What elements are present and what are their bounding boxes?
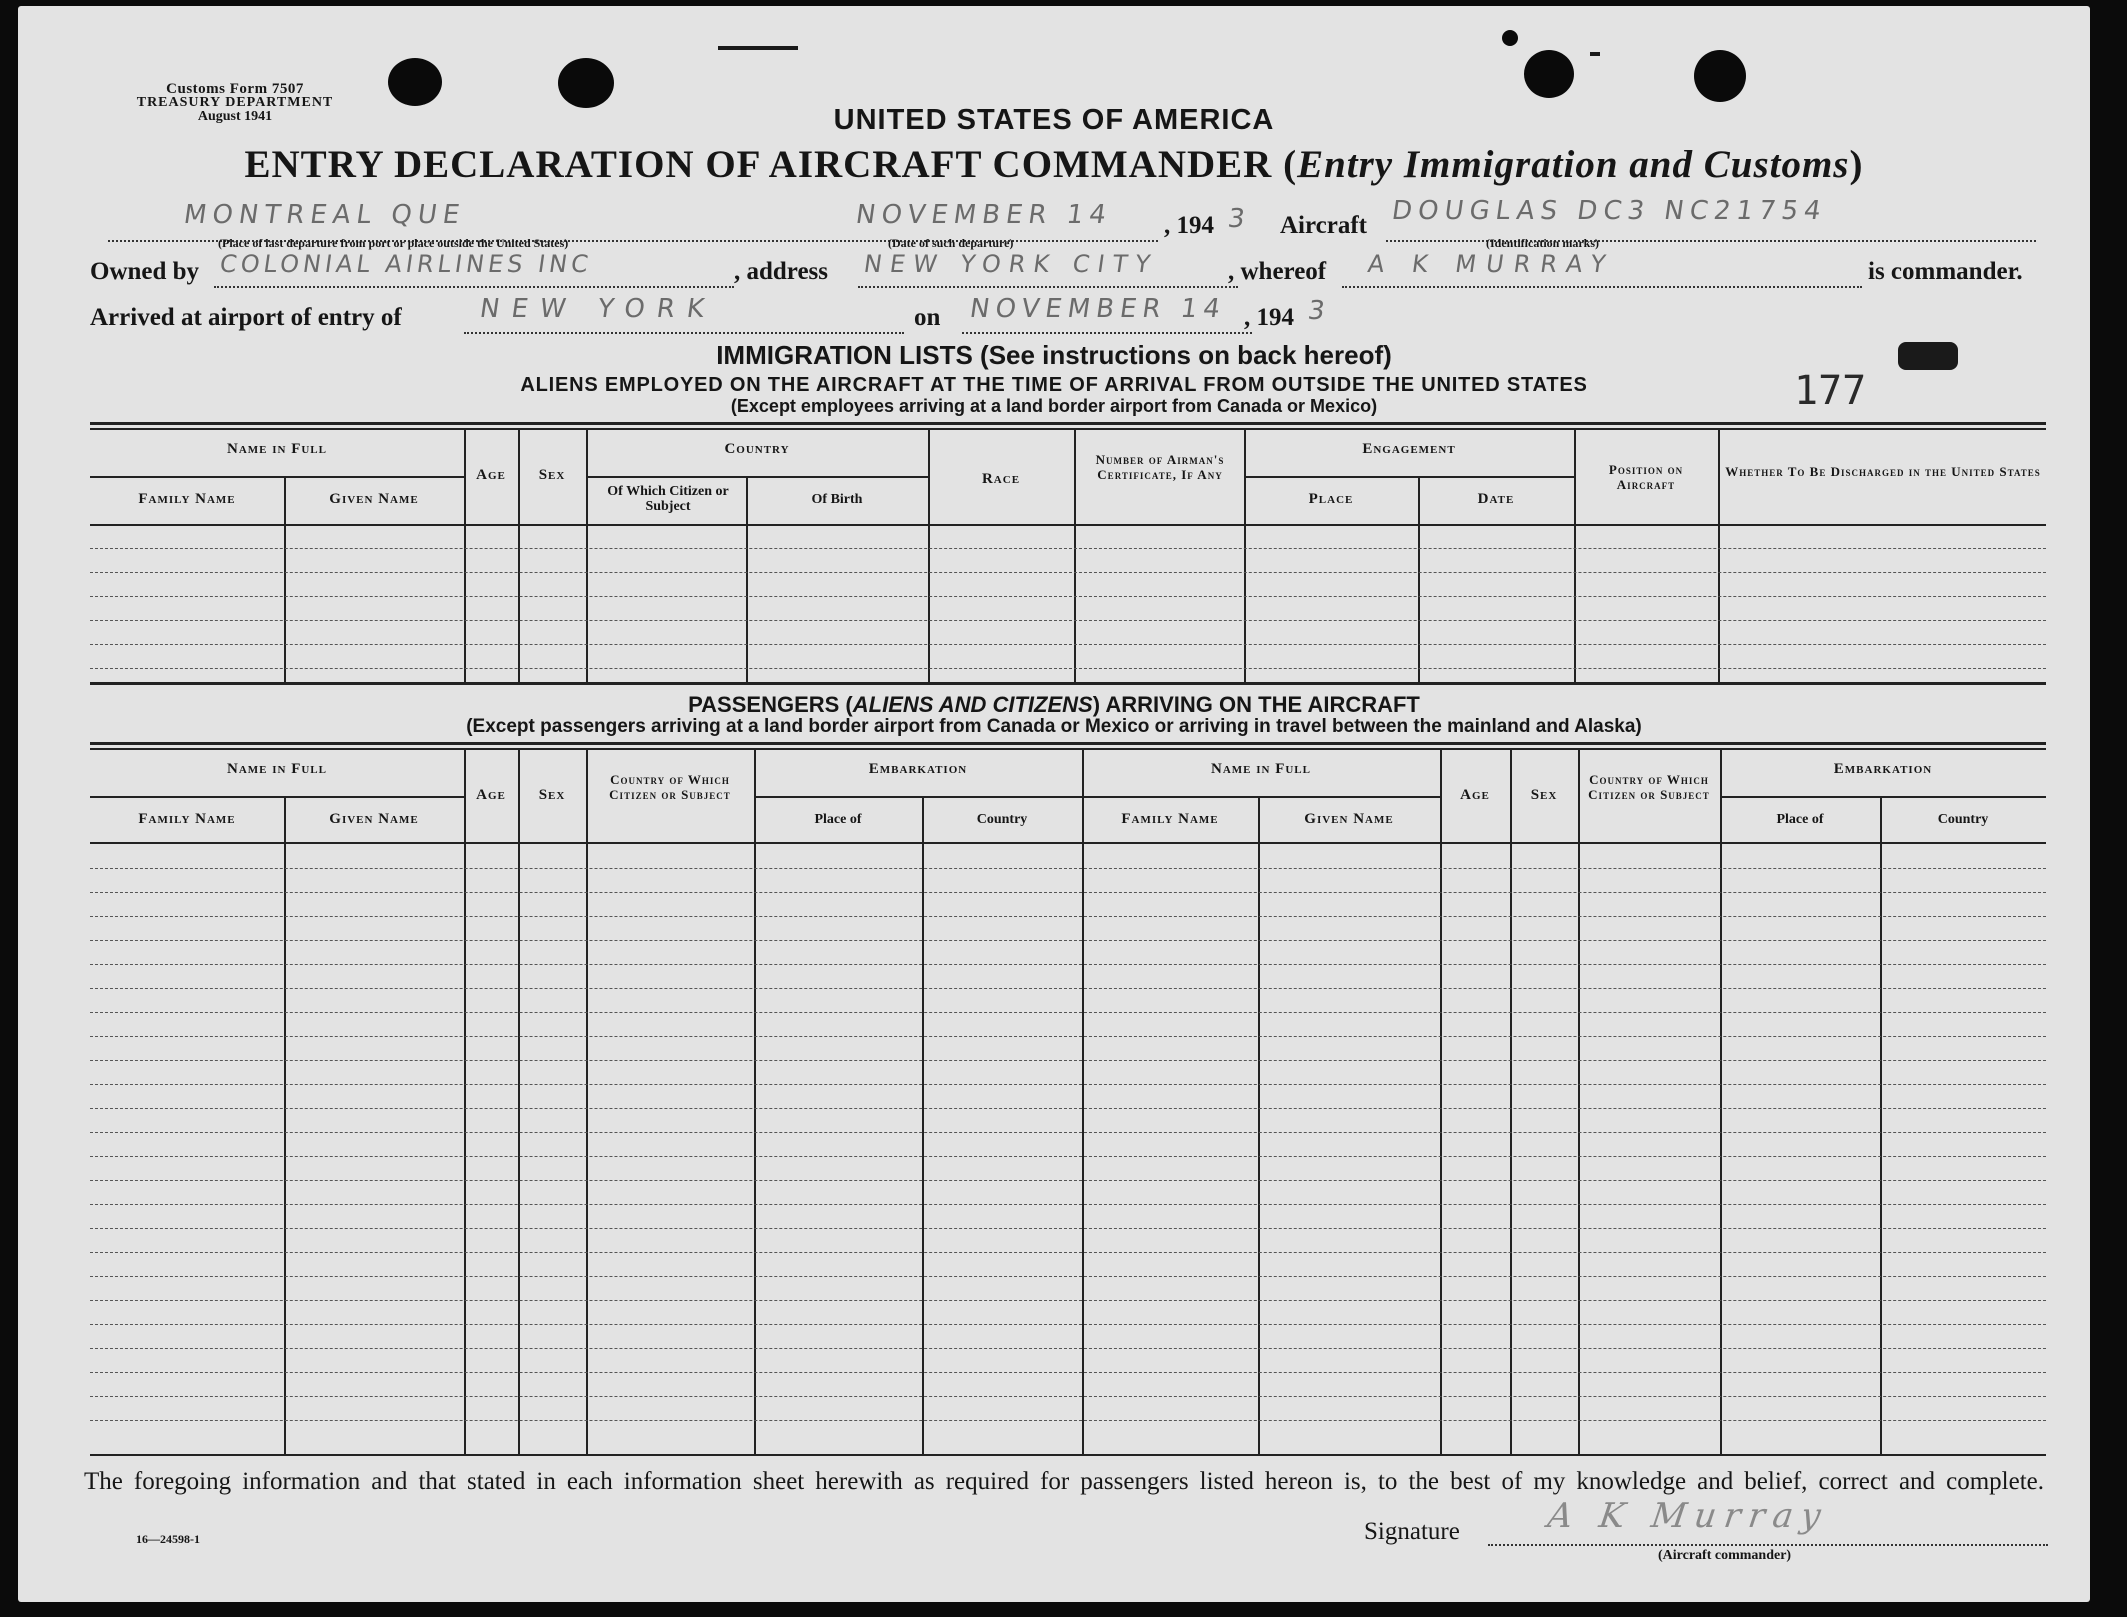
col-citizen-of: Country of Which Citizen or Subject xyxy=(609,772,731,802)
table-rule xyxy=(754,796,1082,798)
aircraft-label: Aircraft xyxy=(1280,212,1367,239)
table-rule xyxy=(90,682,2046,685)
table-rule xyxy=(90,742,2046,745)
table-row[interactable] xyxy=(90,1084,2046,1085)
column-divider xyxy=(1258,796,1260,1454)
table-rule xyxy=(90,524,2046,526)
arrival-date-line xyxy=(962,332,1252,334)
address-label: , address xyxy=(734,258,829,285)
form-document xyxy=(18,6,2090,1602)
table-row[interactable] xyxy=(90,964,2046,965)
table-row[interactable] xyxy=(90,1156,2046,1157)
aircraft-line xyxy=(1386,240,2036,242)
ink-mark xyxy=(1590,52,1600,56)
col-place: Place xyxy=(1308,491,1354,507)
table-row[interactable] xyxy=(90,988,2046,989)
departure-date-caption: (Date of such departure) xyxy=(888,236,1014,250)
table-rule xyxy=(90,748,2046,750)
col-embarkation: Embarkation xyxy=(868,761,968,777)
col-age: Age xyxy=(476,787,506,803)
table-rule xyxy=(1720,796,2046,798)
departure-year-field[interactable]: 3 xyxy=(1225,204,1253,234)
col-name-in-full: Name in Full xyxy=(226,441,327,457)
commander-line xyxy=(1342,286,1862,288)
table-row[interactable] xyxy=(90,1204,2046,1205)
table-row[interactable] xyxy=(90,1060,2046,1061)
signature-caption: (Aircraft commander) xyxy=(1658,1548,1792,1563)
aliens-heading: ALIENS EMPLOYED ON THE AIRCRAFT AT THE TIME OF ARRIVAL FROM OUTSIDE THE UNITED STATES xyxy=(520,374,1588,396)
table-row[interactable] xyxy=(90,572,2046,573)
passengers-subheading: (Except passengers arriving at a land border airport from Canada or Mexico or arriving in travel between the mainland and Alaska) xyxy=(466,716,1642,737)
table-row[interactable] xyxy=(90,916,2046,917)
col-race: Race xyxy=(981,471,1021,487)
whereof-label: , whereof xyxy=(1228,258,1327,285)
table-row[interactable] xyxy=(90,668,2046,669)
table-rule xyxy=(1082,796,1440,798)
col-date: Date xyxy=(1477,491,1515,507)
table-row[interactable] xyxy=(90,1228,2046,1229)
table-rule xyxy=(90,476,464,478)
departure-date-field[interactable]: NOVEMBER 14 xyxy=(853,200,1114,230)
table-row[interactable] xyxy=(90,1276,2046,1277)
col-given-name: Given Name xyxy=(329,811,419,827)
column-divider xyxy=(284,796,286,1454)
col-given-name: Given Name xyxy=(329,491,419,507)
col-embarkation: Embarkation xyxy=(1833,761,1933,777)
table-row[interactable] xyxy=(90,1348,2046,1349)
table-row[interactable] xyxy=(90,1300,2046,1301)
col-country: Country xyxy=(724,441,790,457)
table-row[interactable] xyxy=(90,548,2046,549)
punch-hole xyxy=(388,58,442,106)
col-name-in-full: Name in Full xyxy=(226,761,327,777)
table-row[interactable] xyxy=(90,1108,2046,1109)
country-title: UNITED STATES OF AMERICA xyxy=(833,104,1275,136)
table-row[interactable] xyxy=(90,1396,2046,1397)
col-sex: Sex xyxy=(538,467,566,483)
column-divider xyxy=(1880,796,1882,1454)
aircraft-marks-field[interactable]: DOUGLAS DC3 NC21754 xyxy=(1389,196,1829,226)
table-row[interactable] xyxy=(90,1012,2046,1013)
table-row[interactable] xyxy=(90,868,2046,869)
on-label: on xyxy=(914,304,941,331)
col-name-in-full: Name in Full xyxy=(1210,761,1311,777)
punch-hole xyxy=(558,58,614,108)
col-age: Age xyxy=(476,467,506,483)
signature-label: Signature xyxy=(1364,1518,1460,1545)
table-row[interactable] xyxy=(90,892,2046,893)
table-row[interactable] xyxy=(90,1036,2046,1037)
col-of-birth: Of Birth xyxy=(811,492,863,507)
table-row[interactable] xyxy=(90,1324,2046,1325)
col-family-name: Family Name xyxy=(138,491,236,507)
departure-place-field[interactable]: MONTREAL QUE xyxy=(181,200,468,230)
col-place-of: Place of xyxy=(1776,812,1824,827)
col-family-name: Family Name xyxy=(1121,811,1219,827)
form-number: Customs Form 7507 xyxy=(166,81,304,97)
col-discharged: Whether To Be Discharged in the United States xyxy=(1725,464,2041,479)
table-rule xyxy=(90,842,2046,844)
form-department: TREASURY DEPARTMENT xyxy=(136,95,334,110)
table-rule xyxy=(1244,476,1574,478)
col-sex: Sex xyxy=(1530,787,1558,803)
table-rule xyxy=(90,428,2046,430)
table-rule xyxy=(586,476,928,478)
table-rule xyxy=(90,422,2046,425)
table-row[interactable] xyxy=(90,620,2046,621)
table-row[interactable] xyxy=(90,1420,2046,1421)
col-sex: Sex xyxy=(538,787,566,803)
col-engagement: Engagement xyxy=(1362,441,1456,457)
punch-hole xyxy=(1524,50,1574,98)
owner-field[interactable]: COLONIAL AIRLINES INC xyxy=(218,250,594,278)
table-row[interactable] xyxy=(90,1132,2046,1133)
table-row[interactable] xyxy=(90,644,2046,645)
owned-by-label: Owned by xyxy=(90,258,200,285)
table-row[interactable] xyxy=(90,940,2046,941)
col-citizen-of: Country of Which Citizen or Subject xyxy=(1588,772,1710,802)
col-age: Age xyxy=(1460,787,1490,803)
signature-field[interactable]: A K Murray xyxy=(1545,1496,1832,1536)
address-line xyxy=(858,286,1238,288)
punch-hole xyxy=(1694,50,1746,102)
departure-place-caption: (Place of last departure from port or place outside the United States) xyxy=(218,236,569,250)
col-position: Position on Aircraft xyxy=(1608,462,1684,492)
column-divider xyxy=(922,796,924,1454)
signature-line xyxy=(1488,1544,2048,1546)
form-date: August 1941 xyxy=(197,109,273,124)
aircraft-marks-caption: (Identification marks) xyxy=(1486,236,1599,250)
stamp-number: 177 xyxy=(1794,368,1867,414)
ink-mark xyxy=(718,46,798,50)
page-title: ENTRY DECLARATION OF AIRCRAFT COMMANDER (Entry Immigration and Customs) xyxy=(244,143,1864,186)
commander-field[interactable]: A K MURRAY xyxy=(1366,250,1618,278)
arrived-label: Arrived at airport of entry of xyxy=(90,304,402,331)
table-rule xyxy=(90,796,464,798)
col-place-of: Place of xyxy=(814,812,862,827)
address-field[interactable]: NEW YORK CITY xyxy=(862,250,1160,278)
year-prefix-1: , 194 xyxy=(1164,212,1214,239)
col-given-name: Given Name xyxy=(1304,811,1394,827)
col-country: Country xyxy=(1937,812,1989,827)
year-prefix-2: , 194 xyxy=(1244,304,1294,331)
passengers-heading: PASSENGERS (ALIENS AND CITIZENS) ARRIVING ON THE AIRCRAFT xyxy=(688,692,1420,717)
punch-hole xyxy=(1502,30,1518,46)
col-country: Country xyxy=(976,812,1028,827)
is-commander-label: is commander. xyxy=(1868,258,2023,285)
table-row[interactable] xyxy=(90,1372,2046,1373)
table-row[interactable] xyxy=(90,1252,2046,1253)
col-family-name: Family Name xyxy=(138,811,236,827)
arrival-year-field[interactable]: 3 xyxy=(1305,296,1333,326)
arrival-airport-field[interactable]: NEW YORK xyxy=(477,294,718,324)
table-rule xyxy=(90,1454,2046,1456)
aliens-subheading: (Except employees arriving at a land border airport from Canada or Mexico) xyxy=(730,396,1378,416)
immigration-heading: IMMIGRATION LISTS (See instructions on back hereof) xyxy=(716,340,1392,370)
arrival-airport-line xyxy=(464,332,904,334)
owner-line xyxy=(214,286,734,288)
col-airman-cert: Number of Airman's Certificate, If Any xyxy=(1095,452,1225,482)
table-row[interactable] xyxy=(90,1180,2046,1181)
col-citizen-of: Of Which Citizen or Subject xyxy=(607,484,729,514)
arrival-date-field[interactable]: NOVEMBER 14 xyxy=(967,294,1228,324)
form-code: 16—24598-1 xyxy=(136,1532,200,1546)
declaration-text: The foregoing information and that stated in each information sheet herewith as required for passengers listed hereon is, to the best of my knowledge and belief, correct and complete. xyxy=(84,1468,2044,1495)
table-row[interactable] xyxy=(90,596,2046,597)
